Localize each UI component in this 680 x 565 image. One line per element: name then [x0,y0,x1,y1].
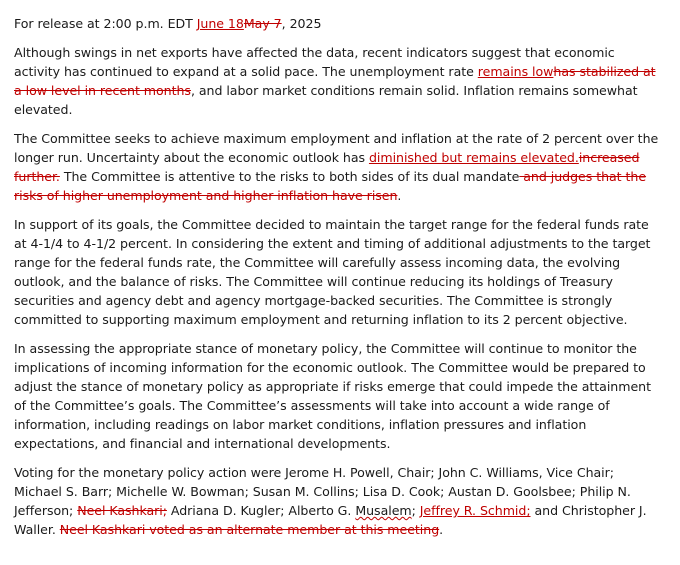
release-year: , 2025 [281,16,322,31]
p5-deleted-name: Neel Kashkari; [77,503,167,518]
p5-text-3: ; [411,503,420,518]
deleted-date: May 7 [243,16,282,31]
p2-deleted-text-2: and judges that the risks of higher unemployment and higher inflation have risen [14,169,647,203]
p1-text-1: Although swings in net exports have affected the data, recent indicators suggest that economic activity has continued to expand at a solid pace. The unemployment rate [14,45,615,79]
paragraph-mandate [14,129,664,205]
p2-text-1: The Committee seeks to achieve maximum employment and inflation at the rate of 2 percent over the longer run. Uncertainty about the economic outlook has [14,131,659,165]
paragraph-voting [14,463,664,539]
paragraph-policy-stance: In assessing the appropriate stance of monetary policy, the Committee will continue to monitor the implications of incoming information for the economic outlook. The Committee would be prepared to adjust the stance of monetary policy as appropriate if risks emerge that could impede the attainment of the Committee’s goals. The Committee’s assessments will take into account a wide range of information, including readings on labor market conditions, inflation pressures and inflation expectations, and financial and international developments. [14,341,651,451]
p2-inserted-text: diminished but remains elevated. [368,150,579,165]
p1-text-2: , and labor market conditions remain solid. Inflation remains somewhat elevated. [14,83,638,117]
p5-text-2: Adriana D. Kugler; Alberto G. [166,503,356,518]
release-line [14,14,664,33]
p2-text-3: . [397,188,402,203]
fomc-statement [14,14,664,539]
paragraph-economic-activity [14,43,664,119]
p2-text-2: The Committee is attentive to the risks to both sides of its dual mandate [59,169,520,184]
release-prefix: For release at 2:00 p.m. EDT [14,16,197,31]
p2-deleted-text-1: increased further. [14,150,640,184]
p5-text-5: . [439,522,444,537]
p1-deleted-text: has stabilized at a low level in recent months [14,64,656,98]
p1-inserted-text: remains low [477,64,554,79]
p5-inserted-name: Jeffrey R. Schmid; [419,503,531,518]
inserted-date: June 18 [196,16,244,31]
spellcheck-name: Musalem [355,503,412,518]
p5-text-1: Voting for the monetary policy action were Jerome H. Powell, Chair; John C. Williams, Vice Chair; Michael S. Barr; Michelle W. Bowman; Susan M. Collins; Lisa D. Cook; Austan D. Goolsbee; Philip N. Jefferson; [14,465,631,518]
paragraph-target-range: In support of its goals, the Committee decided to maintain the target range for the federal funds rate at 4-1/4 to 4-1/2 percent. In considering the extent and timing of additional adjustments to the target range for the federal funds rate, the Committee will carefully assess incoming data, the evolving outlook, and the balance of risks. The Committee will continue reducing its holdings of Treasury securities and agency debt and agency mortgage-backed securities. The Committee is strongly committed to supporting maximum employment and returning inflation to its 2 percent objective. [14,217,651,327]
p5-text-4: and Christopher J. Waller. [14,503,647,537]
p5-deleted-sentence: Neel Kashkari voted as an alternate member at this meeting [59,522,440,537]
